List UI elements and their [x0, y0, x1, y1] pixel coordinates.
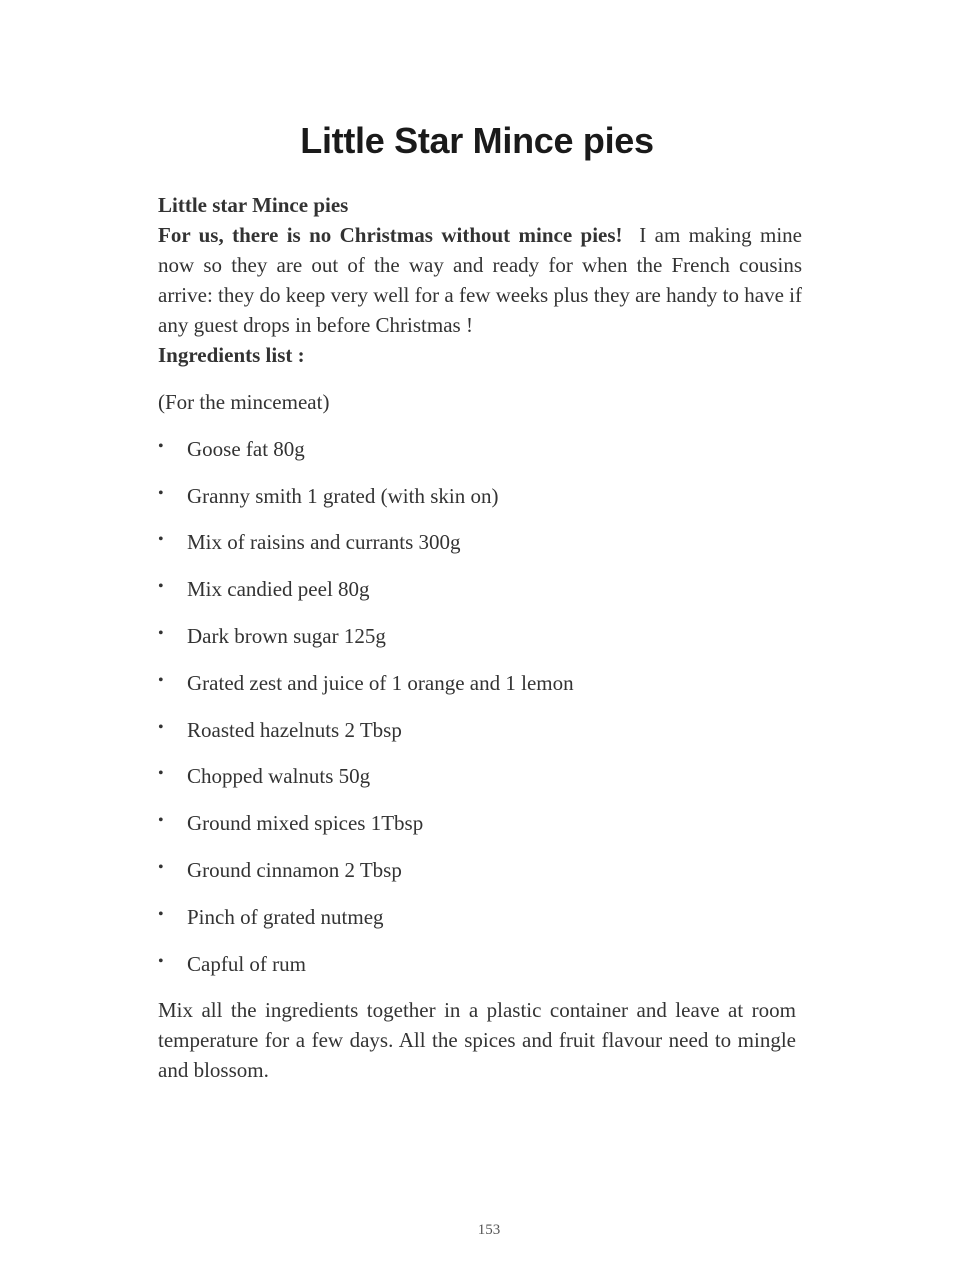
ingredient-text: Capful of rum	[187, 951, 306, 976]
ingredient-text: Mix candied peel 80g	[187, 577, 370, 602]
intro-bold-text: For us, there is no Christmas without mince pies!	[158, 223, 623, 247]
recipe-body	[158, 190, 802, 1085]
bullet-icon: •	[158, 578, 164, 596]
bullet-icon: •	[158, 718, 164, 736]
recipe-intro	[158, 220, 802, 340]
ingredient-item	[158, 527, 802, 557]
bullet-icon: •	[158, 484, 164, 502]
ingredient-item	[158, 481, 802, 511]
ingredient-text: Roasted hazelnuts 2 Tbsp	[187, 717, 402, 742]
bullet-icon: •	[158, 437, 164, 455]
ingredient-text: Ground cinnamon 2 Tbsp	[187, 857, 402, 882]
page-number: 153	[477, 1222, 501, 1238]
bullet-icon: •	[158, 624, 164, 642]
ingredient-item	[158, 715, 802, 745]
recipe-subtitle: Little star Mince pies	[158, 193, 349, 217]
ingredients-label: Ingredients list :	[158, 343, 305, 367]
ingredient-item	[158, 434, 802, 464]
ingredient-item	[158, 808, 802, 838]
ingredient-text: Grated zest and juice of 1 orange and 1 lemon	[187, 670, 574, 695]
bullet-icon: •	[158, 905, 164, 923]
ingredient-text: Goose fat 80g	[187, 436, 305, 461]
ingredient-item	[158, 949, 802, 979]
ingredient-text: Granny smith 1 grated (with skin on)	[187, 483, 499, 508]
ingredient-text: Chopped walnuts 50g	[187, 764, 371, 789]
mincemeat-label: (For the mincemeat)	[158, 390, 330, 414]
ingredient-item	[158, 668, 802, 698]
ingredient-text: Pinch of grated nutmeg	[187, 904, 384, 929]
ingredient-item	[158, 574, 802, 604]
ingredient-text: Mix of raisins and currants 300g	[187, 530, 461, 555]
ingredient-item	[158, 855, 802, 885]
bullet-icon: •	[158, 952, 164, 970]
ingredient-item	[158, 761, 802, 791]
intro-text: I am making mine now so they are out of the way and ready for when the French cousins arrive: they do keep very well for a few weeks plus they are handy to have if any guest drops in before Christmas !	[158, 223, 802, 337]
page-title: Little Star Mince pies	[300, 120, 654, 161]
bullet-icon: •	[158, 858, 164, 876]
bullet-icon: •	[158, 671, 164, 689]
ingredient-item	[158, 621, 802, 651]
ingredient-list	[158, 434, 802, 979]
bullet-icon: •	[158, 765, 164, 783]
ingredient-text: Ground mixed spices 1Tbsp	[187, 811, 424, 836]
bullet-icon: •	[158, 531, 164, 549]
bullet-icon: •	[158, 812, 164, 830]
method-paragraph: Mix all the ingredients together in a plastic container and leave at room temperature for a few days. All the spices and fruit flavour need to mingle and blossom.	[158, 997, 796, 1082]
ingredient-text: Dark brown sugar 125g	[187, 623, 386, 648]
ingredient-item	[158, 902, 802, 932]
